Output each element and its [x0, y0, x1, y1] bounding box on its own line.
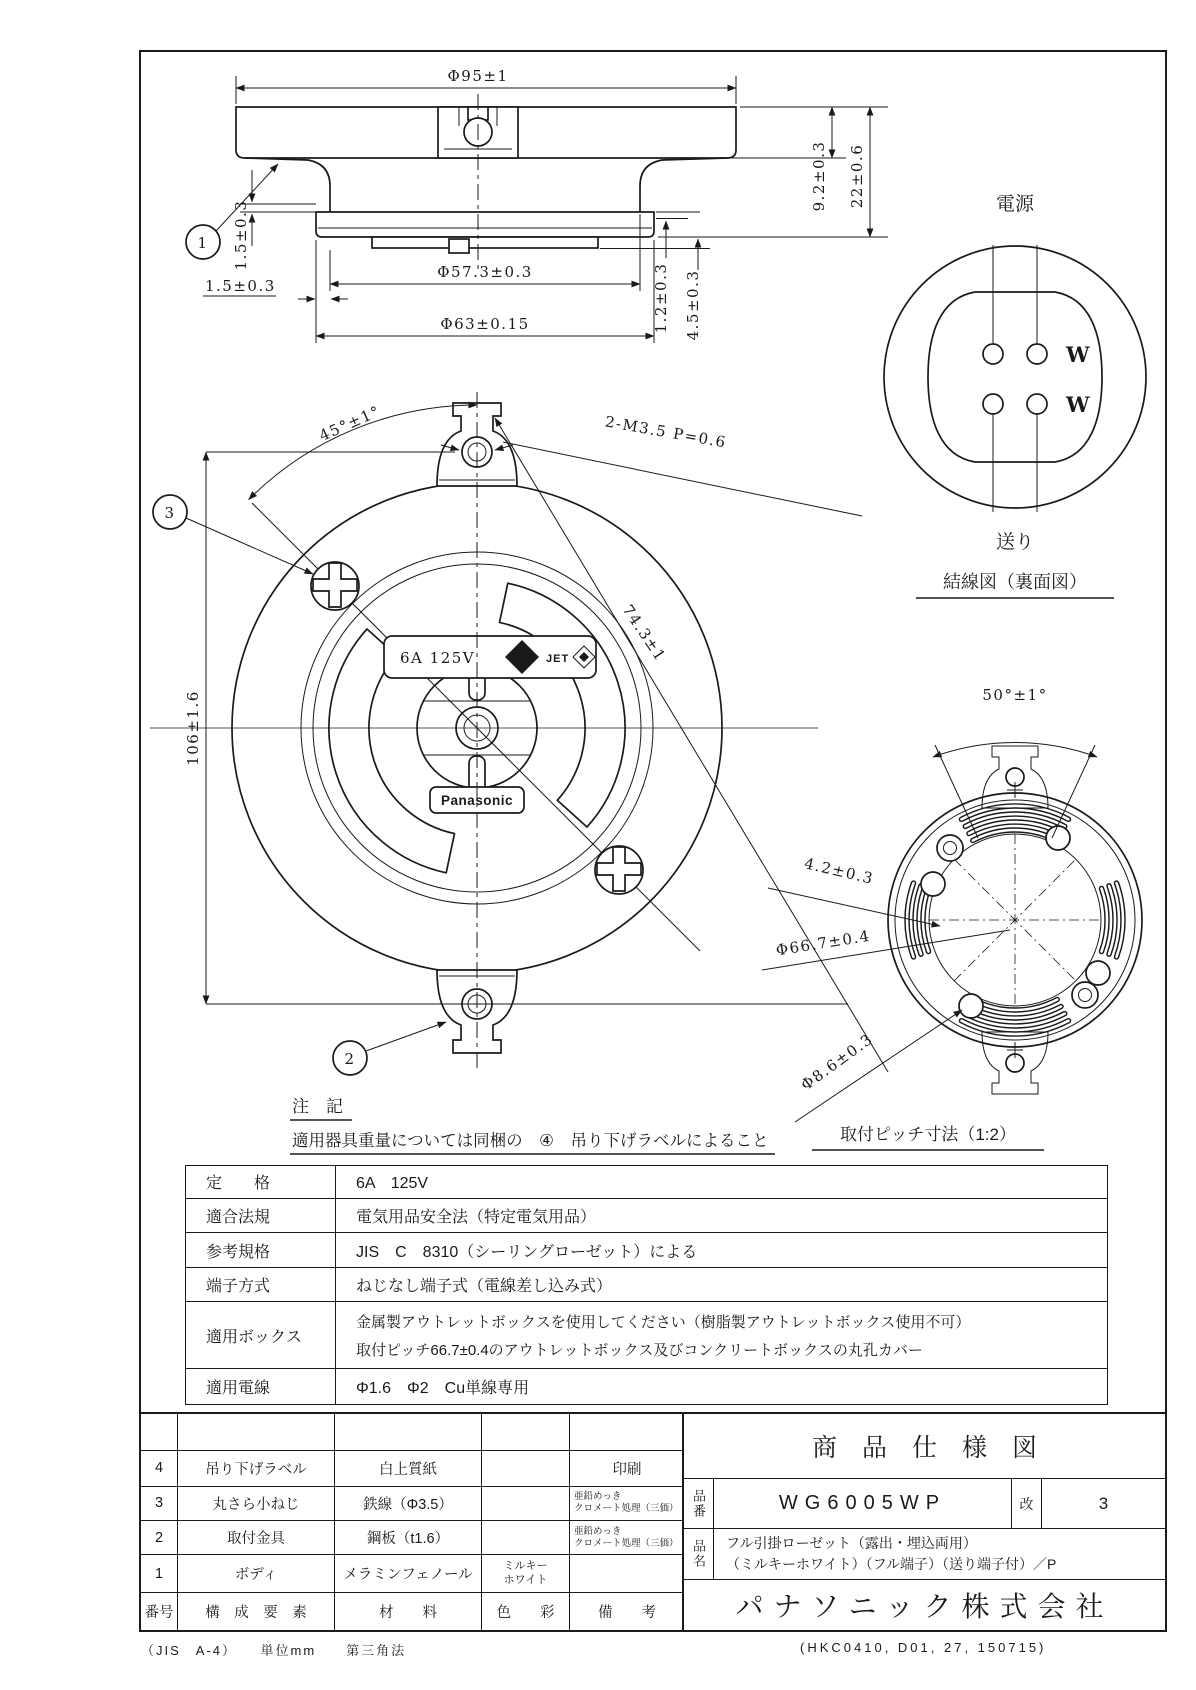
remarks-line2: クロメート処理（三価）: [574, 1503, 679, 1515]
part-remarks: [570, 1521, 684, 1554]
round-hole: [921, 872, 945, 896]
rating-text: 6A 125V: [400, 649, 476, 667]
part-no: 4: [141, 1451, 178, 1485]
part-color: [482, 1487, 570, 1520]
header-component: 構 成 要 素: [178, 1593, 335, 1630]
part-component: 取付金具: [178, 1521, 335, 1554]
balloon-3-label: 3: [164, 504, 176, 522]
boss: [937, 835, 963, 861]
dim-left-horizontal: 1.5±0.3: [205, 277, 276, 295]
footer-right: (HKC0410, D01, 27, 150715): [800, 1640, 1047, 1655]
boss: [1072, 982, 1098, 1008]
dim-right-2: 22±0.6: [848, 143, 866, 209]
terminal-label-w-top: W: [1066, 342, 1090, 367]
round-hole: [1046, 826, 1070, 850]
spec-value-line1: 金属製アウトレットボックスを使用してください（樹脂製アウトレットボックス使用不可）: [356, 1313, 971, 1331]
round-hole: [959, 994, 983, 1018]
dim-left-vertical: 1.5±0.3: [232, 199, 250, 271]
title-block-right: [684, 1414, 1165, 1630]
revision-label: 改: [1012, 1479, 1042, 1528]
back-view: [762, 686, 1142, 1150]
spec-label: 端子方式: [186, 1268, 336, 1301]
dim-angle-50: 50°±1°: [982, 686, 1048, 704]
label-power: 電源: [995, 194, 1035, 215]
wiring-caption: 結線図（裏面図）: [943, 572, 1087, 592]
part-material: 白上質紙: [335, 1451, 482, 1485]
part-number-row: [684, 1479, 1165, 1529]
product-name-label: 品名: [684, 1529, 714, 1579]
note-body: 適用器具重量については同梱の ④ 吊り下げラベルによること: [292, 1132, 769, 1150]
dim-right-3: 1.2±0.3: [652, 262, 670, 334]
color-line2: ホワイト: [503, 1573, 548, 1586]
dim-pitch-diameter: Φ66.7±0.4: [774, 926, 872, 960]
revision-value: 3: [1098, 1493, 1109, 1513]
part-material: 鉄線（Φ3.5）: [335, 1487, 482, 1520]
dim-hole-diameter: Φ8.6±0.3: [797, 1029, 877, 1095]
spec-table: [185, 1165, 1108, 1405]
pse-ps: PS: [517, 650, 527, 657]
side-elevation-view: [186, 67, 888, 343]
company-name: パナソニック株式会社: [735, 1591, 1114, 1622]
parts-header-row: [141, 1593, 682, 1630]
remarks-line2: クロメート処理（三価）: [574, 1537, 679, 1549]
terminal-hole: [983, 394, 1003, 414]
spec-row-law: [186, 1199, 1107, 1234]
part-component: ボディ: [178, 1555, 335, 1591]
part-component: 丸さら小ねじ: [178, 1487, 335, 1520]
dim-right-4: 4.5±0.3: [684, 269, 702, 341]
note-block: [290, 1097, 775, 1154]
parts-row-1: [141, 1555, 682, 1592]
title-block: [139, 1412, 1167, 1632]
part-color: [482, 1451, 570, 1485]
spec-value: 電気用品安全法（特定電気用品）: [356, 1209, 597, 1227]
part-no: 2: [141, 1521, 178, 1554]
header-no: 番号: [141, 1593, 178, 1630]
pse-e: E: [519, 660, 525, 667]
product-name-line2: （ミルキーホワイト）（フル端子）（送り端子付）／P: [726, 1556, 1057, 1572]
dim-pitch-74: 74.3±1: [618, 601, 670, 665]
spec-row-wire: [186, 1369, 1107, 1404]
part-material: メラミンフェノール: [335, 1555, 482, 1591]
parts-row-4: [141, 1451, 682, 1486]
note-title: 注 記: [292, 1097, 343, 1116]
jet-mark: JET: [546, 653, 570, 665]
remarks-line1: 亜鉛めっき: [574, 1525, 622, 1537]
spec-label: 定 格: [186, 1166, 336, 1198]
dim-depth: 4.2±0.3: [802, 854, 876, 888]
balloon-2-label: 2: [344, 1050, 356, 1068]
header-material: 材 料: [335, 1593, 482, 1630]
header-color: 色 彩: [482, 1593, 570, 1630]
dim-height-106: 106±1.6: [184, 690, 202, 766]
part-remarks: 印刷: [612, 1461, 642, 1478]
dim-screw-spec: 2-M3.5 P=0.6: [603, 412, 729, 452]
product-name-line1: フル引掛ローゼット（露出・埋込両用）: [726, 1535, 977, 1551]
spec-value: JIS C 8310（シーリングローゼット）による: [356, 1243, 698, 1261]
spec-label: 参考規格: [186, 1233, 336, 1267]
dim-diameter-top: Φ95±1: [447, 67, 509, 85]
spec-value: Φ1.6 Φ2 Cu単線専用: [356, 1380, 530, 1398]
round-hole: [1086, 961, 1110, 985]
terminal-hole: [1027, 394, 1047, 414]
product-name: [714, 1529, 1165, 1579]
spec-value: [336, 1302, 1107, 1368]
spec-row-box: [186, 1302, 1107, 1369]
spec-row-rating: [186, 1166, 1107, 1199]
spec-label: 適用ボックス: [186, 1302, 336, 1368]
parts-table: [141, 1414, 684, 1630]
spec-row-standard: [186, 1233, 1107, 1268]
wiring-diagram-view: [884, 193, 1146, 598]
part-number: WG6005WP: [714, 1479, 1012, 1528]
header-remarks: 備 考: [598, 1604, 656, 1621]
balloon-1-label: 1: [197, 234, 209, 252]
part-component: 吊り下げラベル: [178, 1451, 335, 1485]
part-no-label: 品番: [684, 1479, 714, 1528]
parts-row-3: [141, 1487, 682, 1521]
dim-right-1: 9.2±0.3: [810, 140, 828, 212]
part-material: 鋼板（t1.6）: [335, 1521, 482, 1554]
spec-row-terminal: [186, 1268, 1107, 1302]
spec-value: 6A 125V: [356, 1175, 429, 1193]
dim-flange-diameter: Φ63±0.15: [440, 315, 530, 333]
spec-label: 適用電線: [186, 1369, 336, 1404]
sheet-title: 商 品 仕 様 図: [684, 1414, 1165, 1479]
color-line1: ミルキー: [503, 1559, 548, 1572]
parts-row-empty: [141, 1414, 682, 1451]
part-color: [482, 1555, 570, 1591]
part-no: 1: [141, 1555, 178, 1591]
brand-text: Panasonic: [440, 793, 514, 808]
part-remarks: [570, 1555, 684, 1591]
terminal-hole: [1027, 344, 1047, 364]
label-feed: 送り: [995, 532, 1035, 553]
footer-left: （JIS A-4） 単位mm 第三角法: [141, 1643, 407, 1658]
part-remarks: [570, 1487, 684, 1520]
product-name-row: [684, 1529, 1165, 1580]
flange: [316, 212, 654, 237]
terminal-label-w-bottom: W: [1066, 392, 1090, 417]
spec-value: ねじなし端子式（電線差し込み式）: [356, 1278, 613, 1295]
part-color: [482, 1521, 570, 1554]
front-view: [150, 392, 888, 1075]
back-view-caption: 取付ピッチ寸法（1:2）: [840, 1125, 1016, 1144]
parts-row-2: [141, 1521, 682, 1555]
dim-angle-45: 45°±1°: [316, 401, 384, 445]
remarks-line1: 亜鉛めっき: [574, 1491, 622, 1503]
terminal-hole: [983, 344, 1003, 364]
part-no: 3: [141, 1487, 178, 1520]
dim-inner-diameter: Φ57.3±0.3: [437, 263, 533, 281]
spec-label: 適合法規: [186, 1199, 336, 1233]
spec-value-line2: 取付ピッチ66.7±0.4のアウトレットボックス及びコンクリートボックスの丸孔カバー: [356, 1341, 923, 1359]
